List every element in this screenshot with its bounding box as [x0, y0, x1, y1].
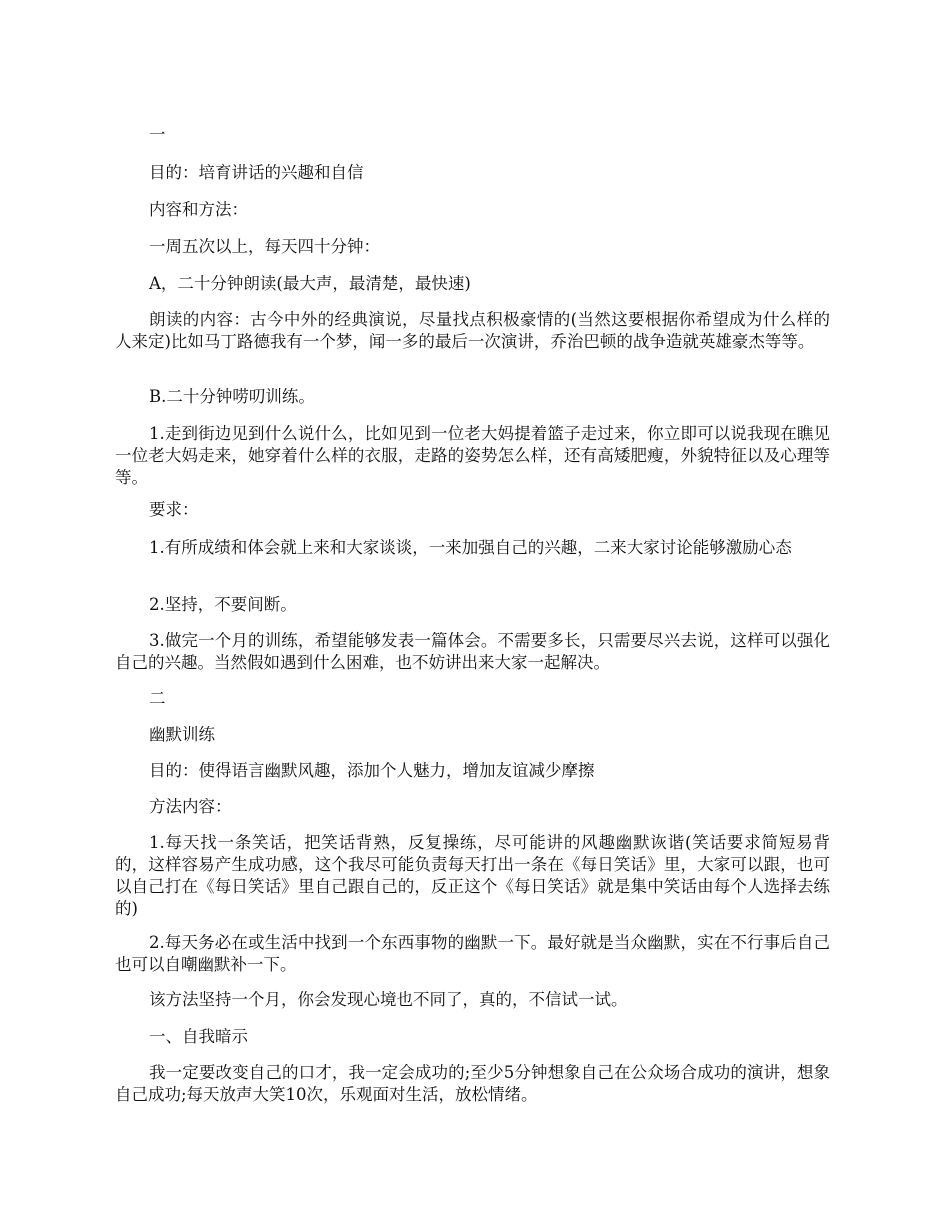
self-suggestion-heading: 一、自我暗示: [149, 1027, 248, 1046]
requirement-1: 1.有所成绩和体会就上来和大家谈谈，一来加强自己的兴趣，二来大家讨论能够激励心态: [149, 538, 792, 557]
item-b-heading: B.二十分钟唠叨训练。: [149, 387, 315, 406]
joke-practice-paragraph: 1.每天找一条笑话，把笑话背熟，反复操练，尽可能讲的风趣幽默诙谐(笑话要求简短易背的，这样容易产生成功感，这个我尽可能负责每天打出一条在《每日笑话》里，大家可以跟，也可以自己打在《每日笑话》里自己跟自己的，反正这个《每日笑话》就是集中笑话由每个人选择去练的): [115, 833, 830, 918]
item-a-heading: A，二十分钟朗读(最大声，最清楚，最快速): [149, 274, 471, 293]
daily-humor-paragraph: 2.每天务必在或生活中找到一个东西事物的幽默一下。最好就是当众幽默，实在不行事后自己也可以自嘲幽默补一下。: [115, 933, 830, 974]
method-content-heading: 方法内容：: [149, 797, 232, 816]
reading-content-paragraph: 朗读的内容：古今中外的经典演说，尽量找点积极豪情的(当然这要根据你希望成为什么样的人来定)比如马丁路德我有一个梦，闻一多的最后一次演讲，乔治巴顿的战争造就英雄豪杰等等。: [115, 310, 830, 351]
goal-line-1: 目的：培育讲话的兴趣和自信: [149, 163, 364, 182]
section-number-1: 一: [149, 125, 166, 144]
section-number-2: 二: [149, 689, 166, 708]
street-talk-paragraph: 1.走到街边见到什么说什么，比如见到一位老大妈提着篮子走过来，你立即可以说我现在瞧见一位老大妈走来，她穿着什么样的衣服，走路的姿势怎么样，还有高矮肥瘦，外貌特征以及心理等等。: [115, 424, 830, 487]
goal-line-2: 目的：使得语言幽默风趣，添加个人魅力，增加友谊减少摩擦: [149, 761, 595, 780]
humor-training-heading: 幽默训练: [149, 725, 215, 744]
persistence-line: 该方法坚持一个月，你会发现心境也不同了，真的，不信试一试。: [149, 990, 628, 1009]
requirement-3: 3.做完一个月的训练，希望能够发表一篇体会。不需要多长，只需要尽兴去说，这样可以强化自己的兴趣。当然假如遇到什么困难，也不妨讲出来大家一起解决。: [115, 631, 830, 672]
content-method-heading: 内容和方法：: [149, 200, 248, 219]
schedule-line: 一周五次以上，每天四十分钟：: [149, 237, 380, 256]
self-suggestion-paragraph: 我一定要改变自己的口才，我一定会成功的;至少5分钟想象自己在公众场合成功的演讲，想象自己成功;每天放声大笑10次，乐观面对生活，放松情绪。: [115, 1063, 830, 1104]
requirement-2: 2.坚持，不要间断。: [149, 595, 297, 614]
requirements-heading: 要求：: [149, 500, 199, 519]
